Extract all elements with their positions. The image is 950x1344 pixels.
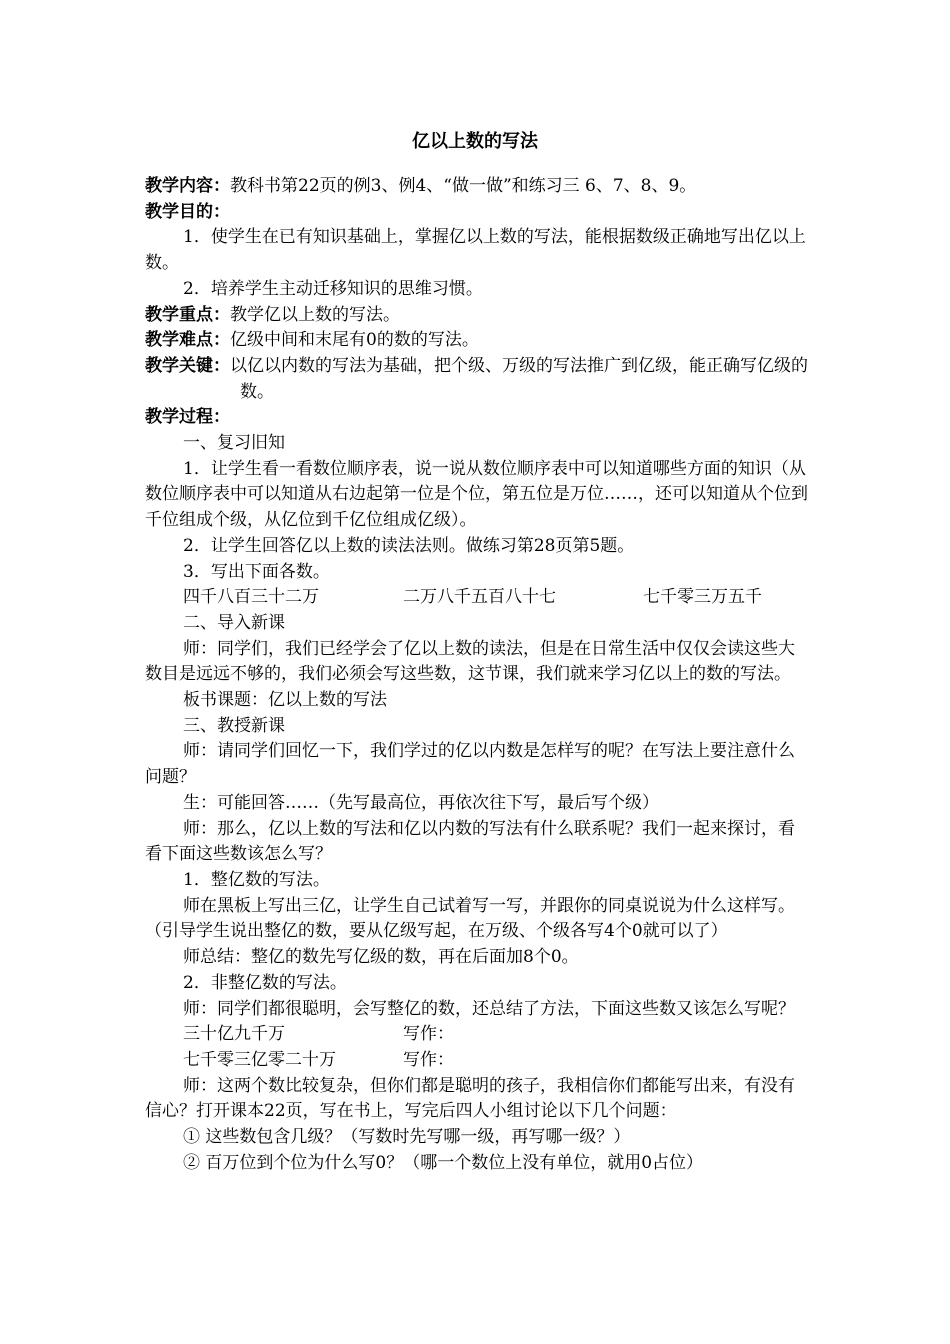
goals-label: 教学目的：	[145, 201, 230, 222]
difficulty-label: 教学难点：	[145, 330, 230, 351]
difficulty-line	[145, 328, 810, 354]
process-label: 教学过程：	[145, 407, 230, 428]
write-number: 三十亿九千万	[183, 1024, 285, 1045]
write-row	[183, 1048, 810, 1074]
section-heading: 三、教授新课	[183, 715, 285, 736]
section-heading: 一、复习旧知	[183, 433, 285, 454]
paragraph: 师：这两个数比较复杂，但你们都是聪明的孩子，我相信你们都能写出来，有没有信心？打开课本22页，写在书上，写完后四人小组讨论以下几个问题：	[145, 1075, 795, 1122]
crux-text: 以亿以内数的写法为基础，把个级、万级的写法推广到亿级，能正确写亿级的数。	[230, 355, 808, 402]
content-label: 教学内容：	[145, 176, 230, 196]
paragraph: 师：同学们都很聪明，会写整亿的数，还总结了方法，下面这些数又该怎么写呢？	[183, 998, 795, 1019]
number-item: 二万八千五百八十七	[403, 587, 556, 608]
paragraph: 师：同学们，我们已经学会了亿以上数的读法，但是在日常生活中仅仅会读这些大数目是远远不够的，我们必须会写这些数，这节课，我们就来学习亿以上的数的写法。	[145, 638, 795, 685]
document-body	[145, 174, 810, 1176]
paragraph: 师在黑板上写出三亿，让学生自己试着写一写，并跟你的同桌说说为什么这样写。（引导学生说出整亿的数，要从亿级写起，在万级、个级各写4个0就可以了）	[145, 895, 795, 942]
key-point-text: 教学亿以上数的写法。	[230, 304, 400, 325]
write-label: 写作：	[403, 1024, 454, 1045]
question-item: ② 百万位到个位为什么写0？（哪一个数位上没有单位，就用0占位）	[183, 1152, 704, 1173]
write-label: 写作：	[403, 1049, 454, 1070]
write-row	[183, 1022, 810, 1048]
crux-line	[145, 354, 810, 405]
page-title: 亿以上数的写法	[412, 131, 538, 152]
number-exercise-row	[183, 585, 810, 611]
write-number: 七千零三亿零二十万	[183, 1049, 336, 1070]
question-item: ① 这些数包含几级？（写数时先写哪一级，再写哪一级？）	[183, 1127, 631, 1148]
paragraph: 2．让学生回答亿以上数的读法法则。做练习第28页第5题。	[183, 535, 635, 556]
paragraph: 师：请同学们回忆一下，我们学过的亿以内数是怎样写的呢？在写法上要注意什么问题？	[145, 741, 795, 788]
paragraph: 2．非整亿数的写法。	[183, 972, 347, 993]
paragraph: 1．让学生看一看数位顺序表，说一说从数位顺序表中可以知道哪些方面的知识（从数位顺序表中可以知道从右边起第一位是个位，第五位是万位……，还可以知道从个位到千位组成个级，从亿位到千亿位组成亿级）。	[145, 458, 808, 531]
crux-label: 教学关键：	[145, 355, 230, 376]
number-item: 四千八百三十二万	[183, 587, 319, 608]
difficulty-text: 亿级中间和末尾有0的数的写法。	[230, 330, 479, 351]
goal-item: 2．培养学生主动迁移知识的思维习惯。	[183, 278, 483, 299]
content-line	[145, 174, 810, 200]
paragraph: 师总结：整亿的数先写亿级的数，再在后面加8个0。	[183, 947, 579, 968]
goal-item: 1．使学生在已有知识基础上，掌握亿以上数的写法，能根据数级正确地写出亿以上数。	[145, 227, 806, 274]
key-point-line	[145, 303, 810, 329]
paragraph: 生：可能回答……（先写最高位，再依次往下写，最后写个级）	[183, 792, 659, 813]
paragraph: 板书课题：亿以上数的写法	[183, 690, 387, 711]
paragraph: 师：那么，亿以上数的写法和亿以内数的写法有什么联系呢？我们一起来探讨，看看下面这些数该怎么写？	[145, 818, 795, 865]
paragraph: 1．整亿数的写法。	[183, 869, 330, 890]
section-heading: 二、导入新课	[183, 612, 285, 633]
content-text: 教科书第22页的例3、例4、“做一做”和练习三 6、7、8、9。	[230, 176, 697, 196]
key-point-label: 教学重点：	[145, 304, 230, 325]
number-item: 七千零三万五千	[643, 587, 762, 608]
paragraph: 3．写出下面各数。	[183, 561, 330, 582]
